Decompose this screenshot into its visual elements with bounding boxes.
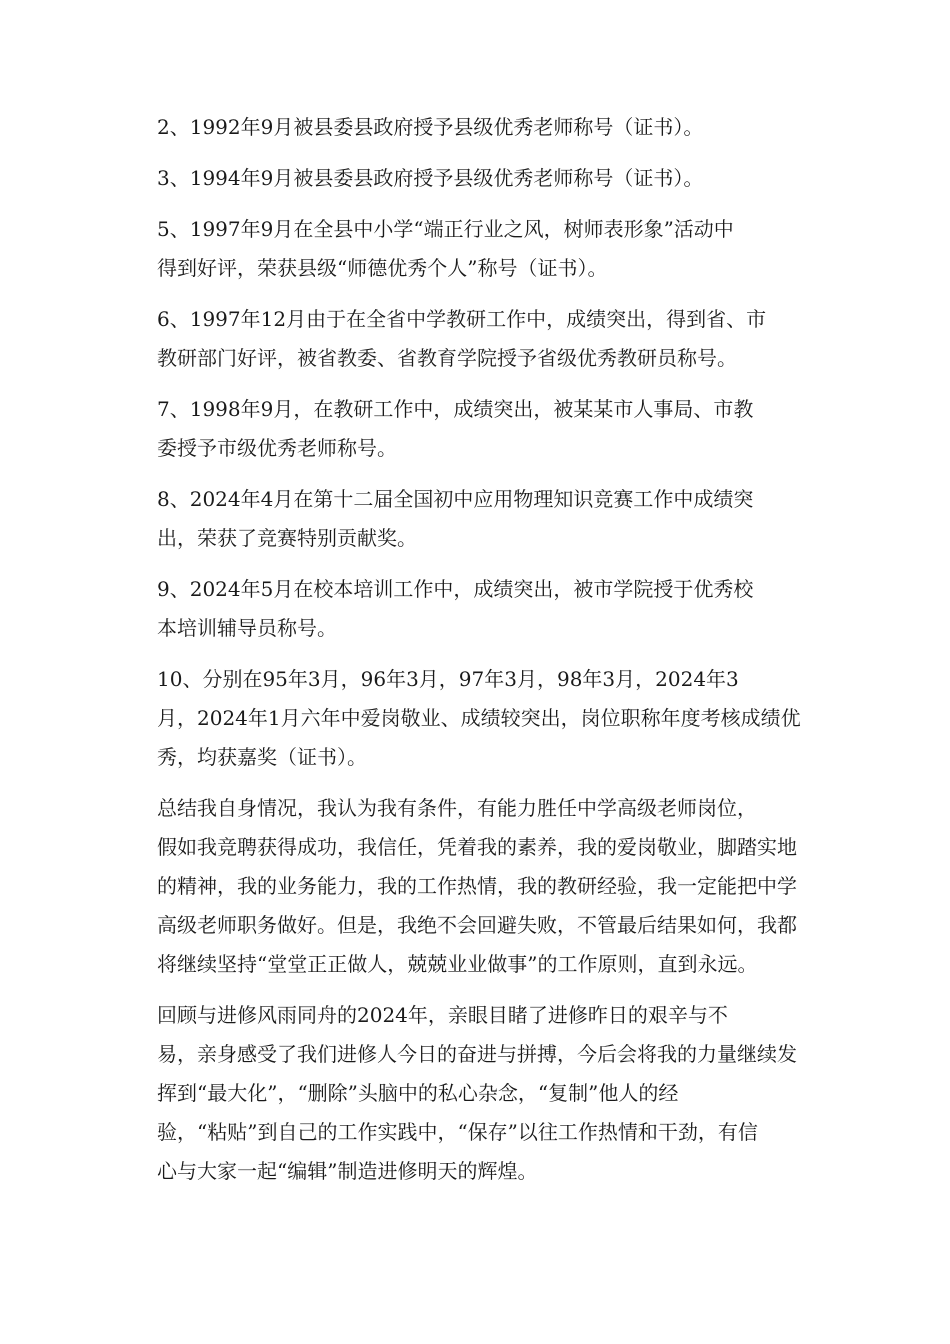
paragraph-line: 10、分别在95年3月，96年3月，97年3月，98年3月，2024年3 bbox=[157, 667, 739, 691]
paragraph bbox=[117, 300, 833, 378]
paragraph bbox=[117, 660, 833, 777]
paragraph-line: 5、1997年9月在全县中小学“端正行业之风，树师表形象”活动中 bbox=[157, 217, 734, 241]
paragraph-line: 8、2024年4月在第十二届全国初中应用物理知识竞赛工作中成绩突 bbox=[157, 487, 754, 511]
paragraph bbox=[117, 210, 833, 288]
paragraph bbox=[117, 789, 833, 984]
paragraph-line: 9、2024年5月在校本培训工作中，成绩突出，被市学院授于优秀校 bbox=[157, 577, 754, 601]
paragraph-line: 委授予市级优秀老师称号。 bbox=[157, 436, 397, 460]
paragraph-line: 挥到“最大化”，“删除”头脑中的私心杂念，“复制”他人的经 bbox=[157, 1081, 679, 1105]
paragraph-line: 心与大家一起“编辑”制造进修明天的辉煌。 bbox=[157, 1159, 538, 1183]
paragraph-line: 总结我自身情况，我认为我有条件，有能力胜任中学高级老师岗位， bbox=[157, 796, 757, 820]
paragraph bbox=[117, 390, 833, 468]
paragraph-line: 回顾与进修风雨同舟的2024年，亲眼目睹了进修昨日的艰辛与不 bbox=[157, 1003, 728, 1027]
paragraph-line: 月，2024年1月六年中爱岗敬业、成绩较突出，岗位职称年度考核成绩优 bbox=[157, 706, 801, 730]
paragraph bbox=[117, 996, 833, 1191]
paragraph-line: 高级老师职务做好。但是，我绝不会回避失败，不管最后结果如何，我都 bbox=[157, 913, 797, 937]
document-body bbox=[117, 108, 833, 1203]
paragraph-line: 6、1997年12月由于在全省中学教研工作中，成绩突出，得到省、市 bbox=[157, 307, 767, 331]
paragraph-line: 3、1994年9月被县委县政府授予县级优秀老师称号（证书）。 bbox=[157, 166, 704, 190]
paragraph-line: 的精神，我的业务能力，我的工作热情，我的教研经验，我一定能把中学 bbox=[157, 874, 797, 898]
paragraph-line: 出，荣获了竞赛特别贡献奖。 bbox=[157, 526, 417, 550]
paragraph-line: 易，亲身感受了我们进修人今日的奋进与拼搏，今后会将我的力量继续发 bbox=[157, 1042, 797, 1066]
paragraph-line: 得到好评，荣获县级“师德优秀个人”称号（证书）。 bbox=[157, 256, 608, 280]
paragraph bbox=[117, 159, 833, 198]
paragraph-line: 2、1992年9月被县委县政府授予县级优秀老师称号（证书）。 bbox=[157, 115, 704, 139]
paragraph-line: 将继续坚持“堂堂正正做人，兢兢业业做事”的工作原则，直到永远。 bbox=[157, 952, 758, 976]
paragraph-line: 本培训辅导员称号。 bbox=[157, 616, 337, 640]
paragraph bbox=[117, 570, 833, 648]
paragraph-line: 假如我竞聘获得成功，我信任，凭着我的素养，我的爱岗敬业，脚踏实地 bbox=[157, 835, 797, 859]
paragraph-line: 7、1998年9月，在教研工作中，成绩突出，被某某市人事局、市教 bbox=[157, 397, 754, 421]
paragraph-line: 秀，均获嘉奖（证书）。 bbox=[157, 745, 367, 769]
paragraph bbox=[117, 480, 833, 558]
paragraph bbox=[117, 108, 833, 147]
paragraph-line: 教研部门好评，被省教委、省教育学院授予省级优秀教研员称号。 bbox=[157, 346, 737, 370]
paragraph-line: 验，“粘贴”到自己的工作实践中，“保存”以往工作热情和干劲，有信 bbox=[157, 1120, 758, 1144]
